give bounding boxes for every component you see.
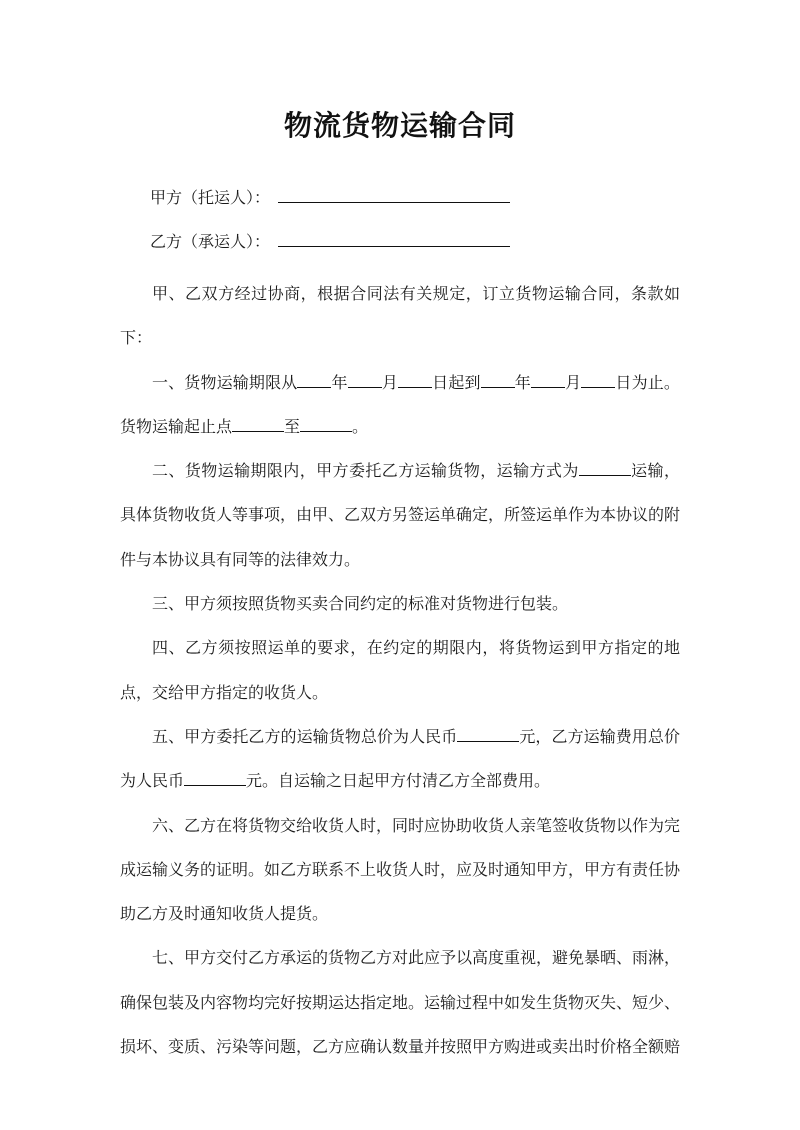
goods-price-blank [457, 727, 519, 742]
clause-2 [120, 449, 680, 582]
to-label: 至 [284, 416, 301, 436]
clause-5-text: 五、甲方委托乙方的运输货物总价为人民币 [152, 726, 458, 746]
transport-mode-blank [579, 461, 631, 476]
clause-1 [120, 361, 680, 450]
clause-2-text-rest: 运输，具体货物收货人等事项，由甲、乙双方另签运单确定，所签运单作为本协议的附件与本协议具有同等的法律效力。 [120, 461, 681, 569]
clause-1-text: 一、货物运输期限从 [152, 372, 298, 392]
intro-paragraph: 甲、乙双方经过协商，根据合同法有关规定，订立货物运输合同，条款如下： [120, 284, 680, 348]
clause-2-text: 二、货物运输期限内，甲方委托乙方运输货物，运输方式为 [152, 461, 579, 481]
party-a-row [150, 186, 510, 210]
clause-4: 四、乙方须按照运单的要求，在约定的期限内，将货物运到甲方指定的地点，交给甲方指定的收货人。 [120, 638, 680, 702]
origin-blank [232, 417, 284, 432]
party-b-blank [278, 232, 510, 247]
clause-7: 七、甲方交付乙方承运的货物乙方对此应予以高度重视，避免暴晒、雨淋，确保包装及内容物均完好按期运达指定地。运输过程中如发生货物灭失、短少、损坏、变质、污染等问题，乙方应确认数量并按照甲方购进或卖出时价格全额赔 [120, 948, 681, 1057]
clause-5 [120, 715, 680, 804]
clause-6: 六、乙方在将货物交给收货人时，同时应协助收货人亲笔签收货物以作为完成运输义务的证明。如乙方联系不上收货人时，应及时通知甲方，甲方有责任协助乙方及时通知收货人提货。 [120, 815, 681, 924]
month-label: 月 [381, 372, 399, 392]
year-label: 年 [331, 372, 348, 392]
clause-5-text-mid: 元，乙方运输费用总价为人民币 [120, 726, 680, 791]
party-a-blank [278, 188, 510, 203]
start-day-blank [398, 373, 432, 388]
month-label-2: 月 [564, 372, 582, 392]
end-month-blank [531, 373, 565, 388]
end-year-blank [481, 373, 515, 388]
destination-blank [300, 417, 352, 432]
clause-3: 三、甲方须按照货物买卖合同约定的标准对货物进行包装。 [152, 594, 569, 614]
contract-body [120, 272, 680, 1069]
party-b-row [150, 230, 510, 254]
start-year-blank [297, 373, 331, 388]
end-day-blank [581, 373, 615, 388]
freight-price-blank [184, 771, 246, 786]
party-b-label: 乙方（承运人）： [150, 232, 271, 251]
period-mark: 。 [352, 416, 369, 436]
day-label: 日起到 [432, 372, 481, 392]
clause-1-route-text: 日为止。货物运输起止点 [120, 372, 680, 436]
start-month-blank [348, 373, 382, 388]
year-label-2: 年 [514, 372, 531, 392]
clause-5-text-end: 元。自运输之日起甲方付清乙方全部费用。 [246, 771, 551, 791]
party-a-label: 甲方（托运人）： [150, 188, 271, 207]
document-title: 物流货物运输合同 [283, 109, 516, 142]
